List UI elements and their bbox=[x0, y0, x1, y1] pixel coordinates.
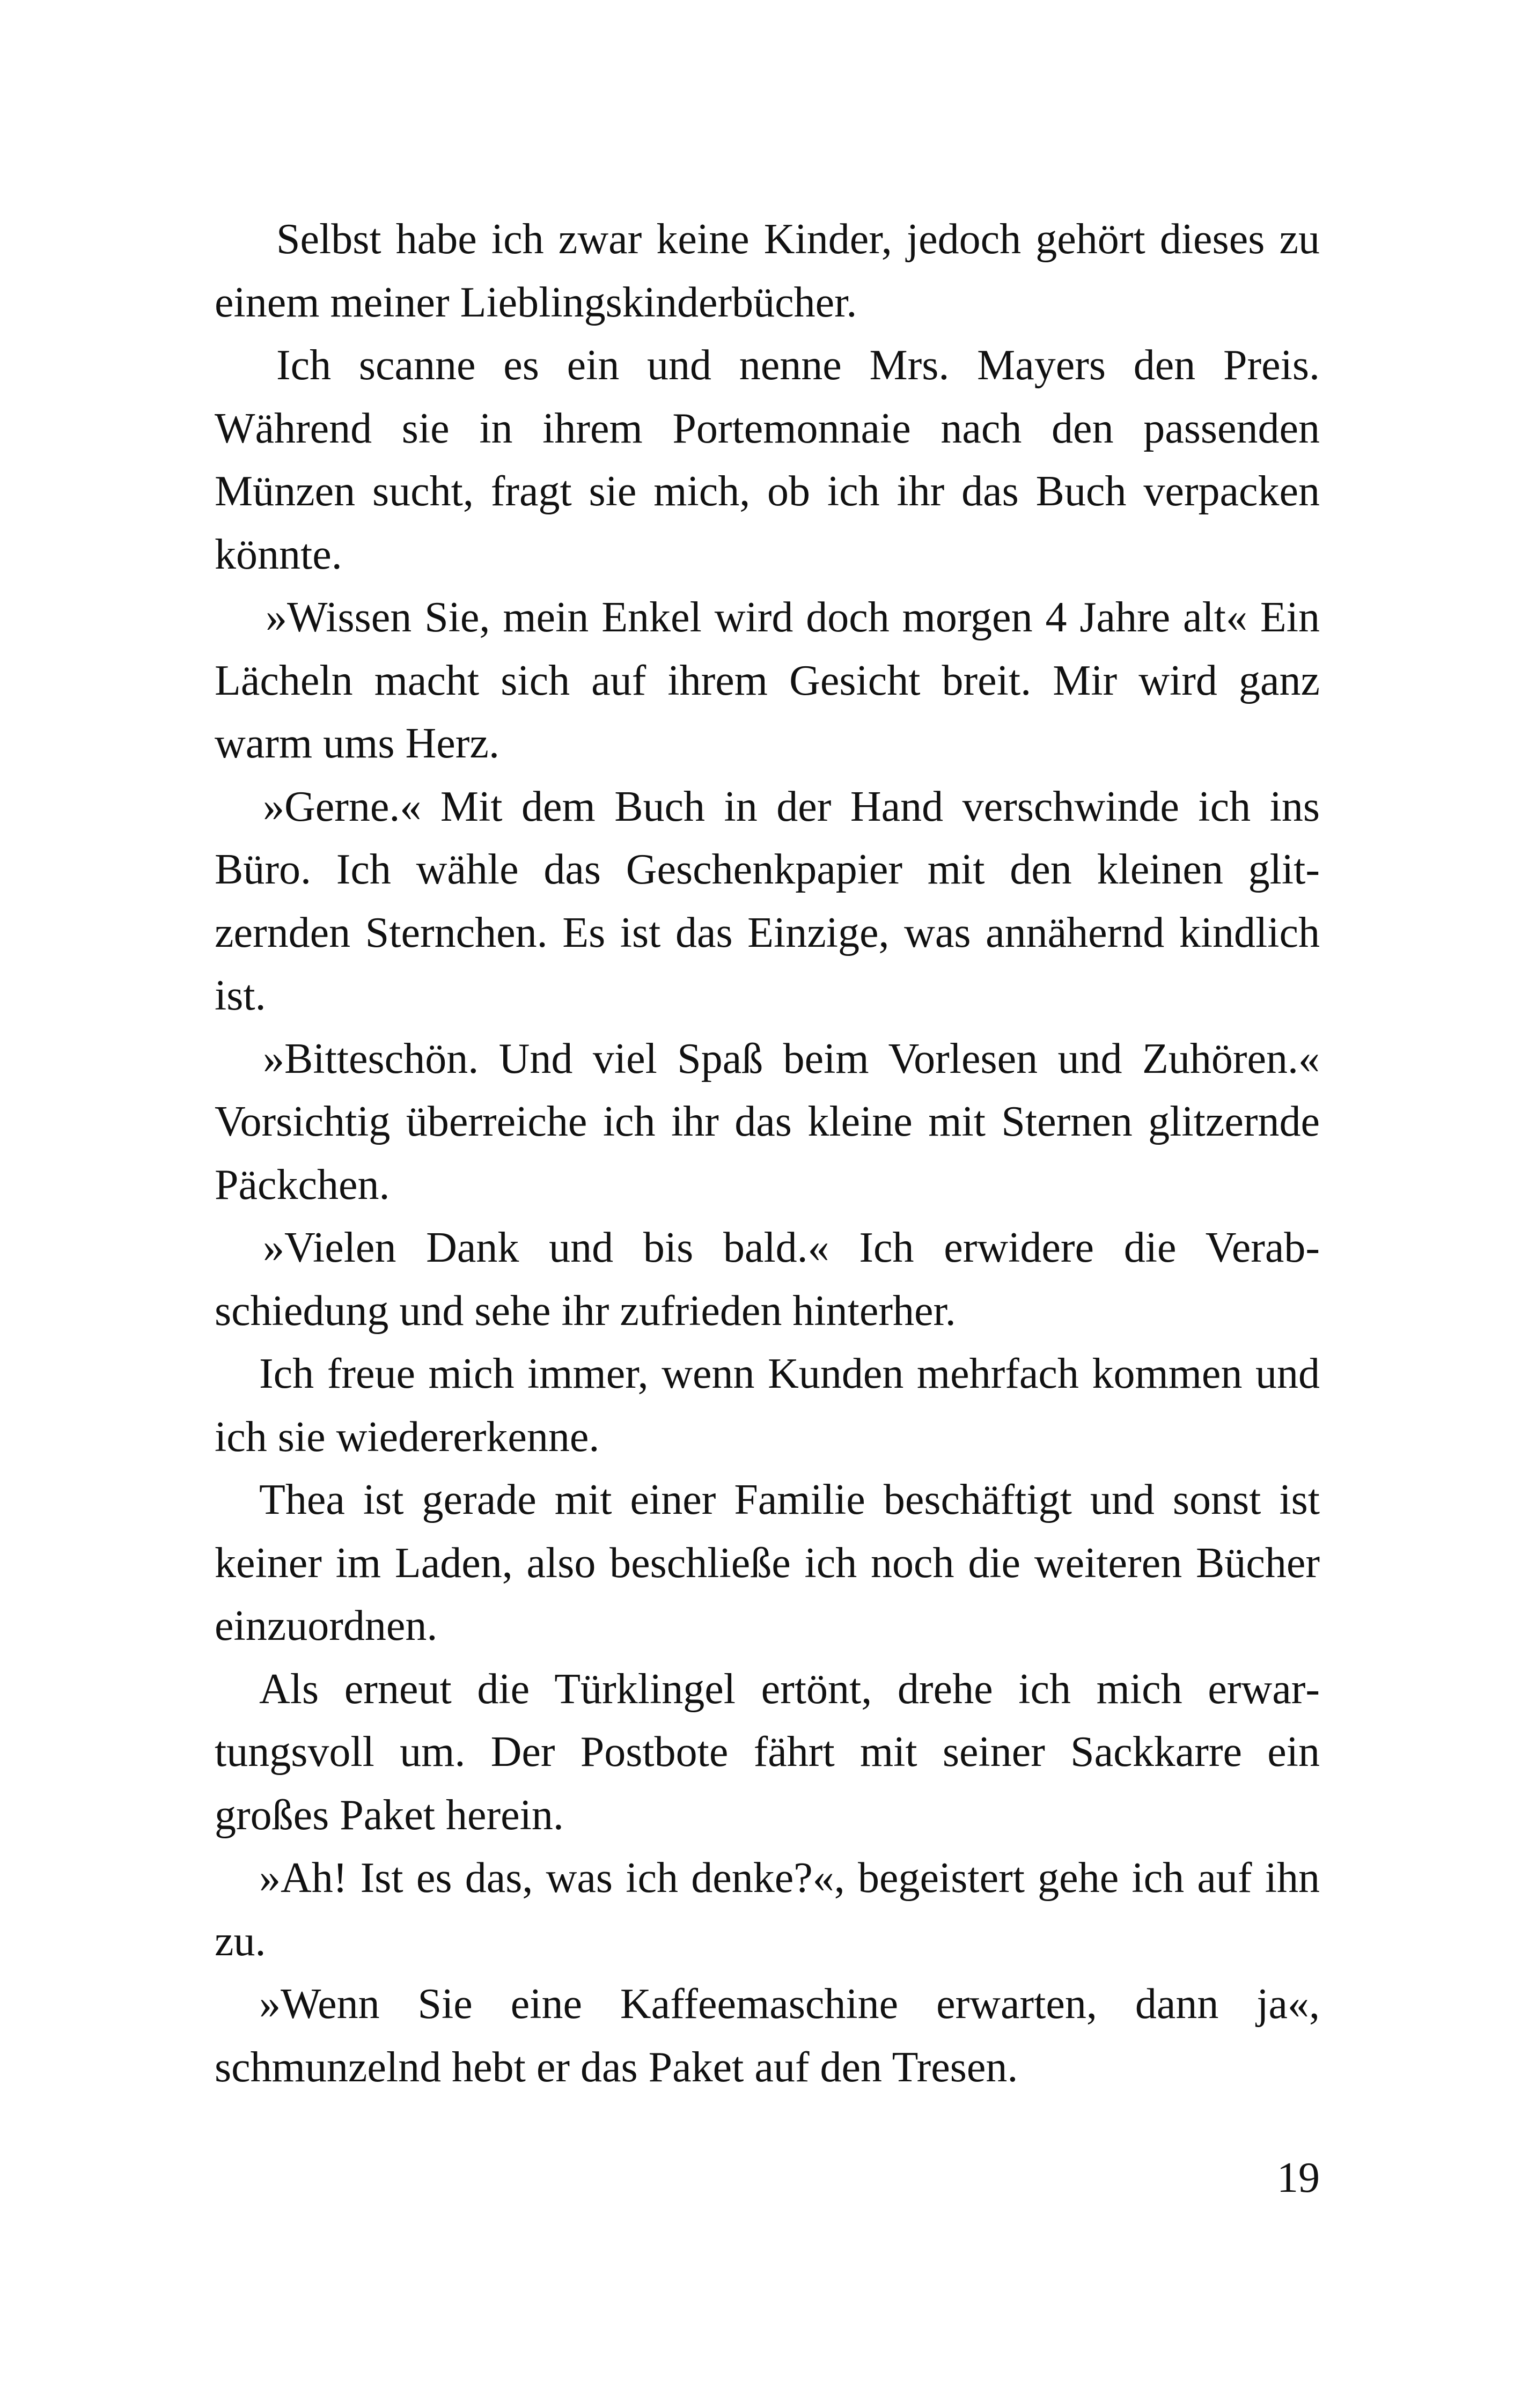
paragraph: »Wissen Sie, mein Enkel wird doch morgen 4 Jahre alt« Ein Lächeln macht sich auf ihrem Gesicht breit. Mir wird ganz warm ums Herz. bbox=[215, 594, 1320, 767]
paragraph: »Bitteschön. Und viel Spaß beim Vorlesen und Zuhören.« Vorsichtig überreiche ich ihr das kleine mit Sternen glitzernde Päckchen. bbox=[215, 1035, 1320, 1209]
paragraph: Thea ist gerade mit einer Familie beschäftigt und sonst ist keiner im Laden, also beschließe ich noch die weiteren Bücher einzuordnen. bbox=[215, 1476, 1320, 1649]
page-number: 19 bbox=[1277, 2154, 1320, 2201]
paragraph: Ich scanne es ein und nenne Mrs. Mayers den Preis. Während sie in ihrem Portemonnaie nach den passenden Münzen sucht, fragt sie mich, ob ich ihr das Buch verpacken könnte. bbox=[215, 342, 1320, 578]
paragraph: »Gerne.« Mit dem Buch in der Hand verschwinde ich ins Büro. Ich wähle das Geschenkpapier mit den kleinen glitzernden Sternchen. Es ist das Einzige, was annähernd kindlich ist. bbox=[215, 783, 1320, 1019]
paragraph: Selbst habe ich zwar keine Kinder, jedoch gehört dieses zu einem meiner Lieblingskinderbücher. bbox=[215, 216, 1320, 326]
paragraph: Als erneut die Türklingel ertönt, drehe ich mich erwartungsvoll um. Der Postbote fährt mit seiner Sackkarre ein großes Paket herein. bbox=[215, 1665, 1320, 1839]
paragraph: »Ah! Ist es das, was ich denke?«, begeistert gehe ich auf ihn zu. bbox=[215, 1854, 1320, 1965]
paragraph: »Vielen Dank und bis bald.« Ich erwidere die Verabschiedung und sehe ihr zufrieden hinterher. bbox=[215, 1224, 1320, 1335]
paragraph: Ich freue mich immer, wenn Kunden mehrfach kommen und ich sie wiedererkenne. bbox=[215, 1350, 1320, 1461]
body-text bbox=[215, 208, 1320, 2099]
paragraph: »Wenn Sie eine Kaffeemaschine erwarten, dann ja«, schmunzelnd hebt er das Paket auf den Tresen. bbox=[215, 1980, 1320, 2091]
